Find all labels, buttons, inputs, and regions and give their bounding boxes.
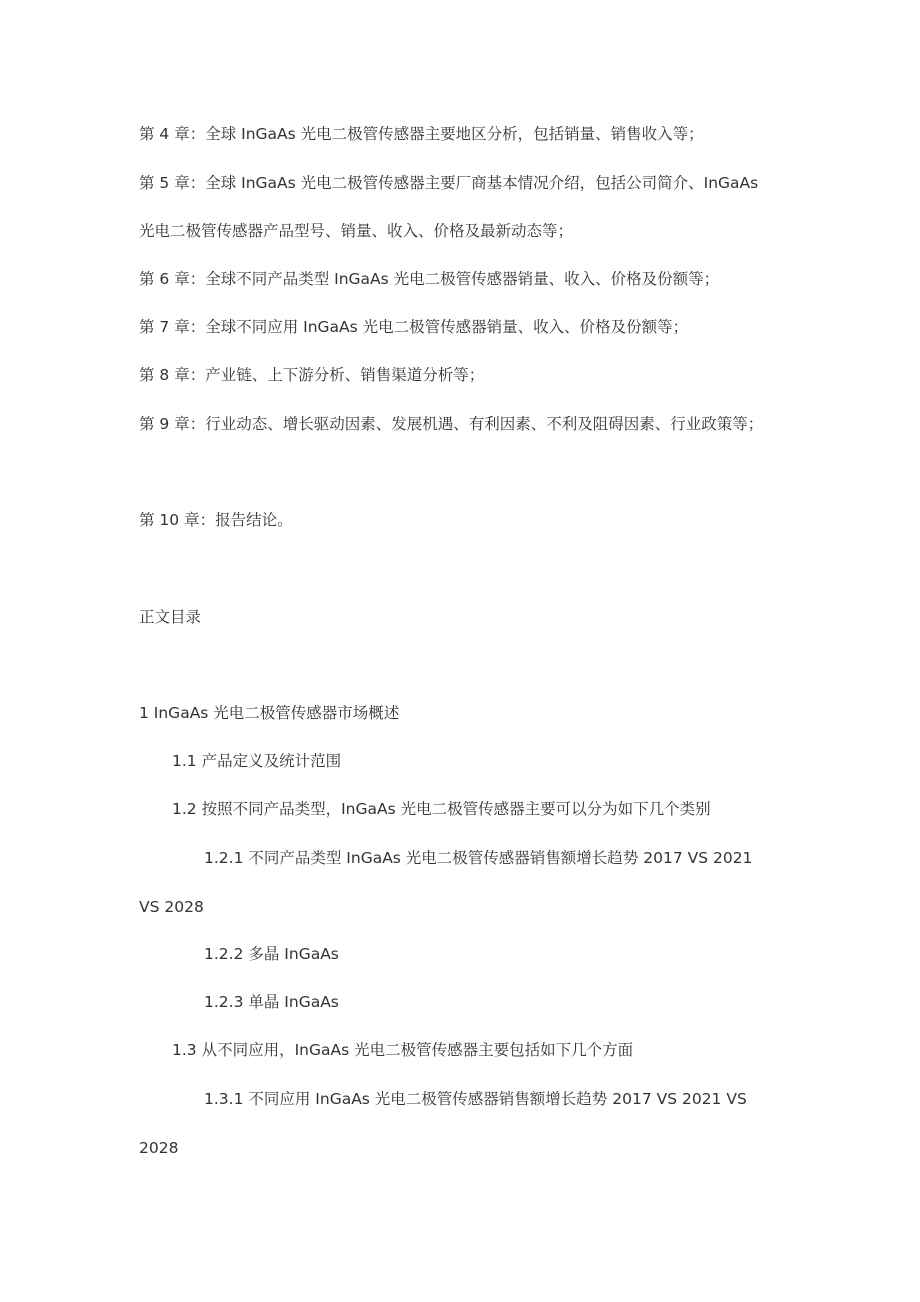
toc-entry-1-2: 1.2 按照不同产品类型，InGaAs 光电二极管传感器主要可以分为如下几个类别 bbox=[172, 800, 711, 818]
toc-entry-1: 1 InGaAs 光电二极管传感器市场概述 bbox=[139, 704, 400, 722]
chapter-9-text: 第 9 章：行业动态、增长驱动因素、发展机遇、有利因素、不利及阻碍因素、行业政策等； bbox=[139, 415, 764, 433]
toc-entry-1-3-1-line1: 1.3.1 不同应用 InGaAs 光电二极管传感器销售额增长趋势 2017 VS 2021 VS bbox=[204, 1090, 747, 1108]
chapter-4-text: 第 4 章：全球 InGaAs 光电二极管传感器主要地区分析，包括销量、销售收入等； bbox=[139, 125, 704, 143]
chapter-8-text: 第 8 章：产业链、上下游分析、销售渠道分析等； bbox=[139, 366, 485, 384]
chapter-5-text-line1: 第 5 章：全球 InGaAs 光电二极管传感器主要厂商基本情况介绍，包括公司简介、InGaAs bbox=[139, 174, 759, 192]
toc-entry-1-3: 1.3 从不同应用，InGaAs 光电二极管传感器主要包括如下几个方面 bbox=[172, 1041, 634, 1059]
toc-entry-1-2-1-line1: 1.2.1 不同产品类型 InGaAs 光电二极管传感器销售额增长趋势 2017 VS 2021 bbox=[204, 849, 753, 867]
chapter-6-text: 第 6 章：全球不同产品类型 InGaAs 光电二极管传感器销量、收入、价格及份额等； bbox=[139, 270, 720, 288]
toc-heading: 正文目录 bbox=[139, 608, 202, 626]
toc-entry-1-3-1-line2: 2028 bbox=[139, 1139, 179, 1157]
chapter-5-text-line2: 光电二极管传感器产品型号、销量、收入、价格及最新动态等； bbox=[139, 222, 574, 240]
chapter-10-text: 第 10 章：报告结论。 bbox=[139, 511, 293, 529]
chapter-7-text: 第 7 章：全球不同应用 InGaAs 光电二极管传感器销量、收入、价格及份额等； bbox=[139, 318, 689, 336]
toc-entry-1-2-2: 1.2.2 多晶 InGaAs bbox=[204, 945, 339, 963]
toc-entry-1-2-1-line2: VS 2028 bbox=[139, 898, 204, 916]
toc-entry-1-2-3: 1.2.3 单晶 InGaAs bbox=[204, 993, 339, 1011]
toc-entry-1-1: 1.1 产品定义及统计范围 bbox=[172, 752, 342, 770]
